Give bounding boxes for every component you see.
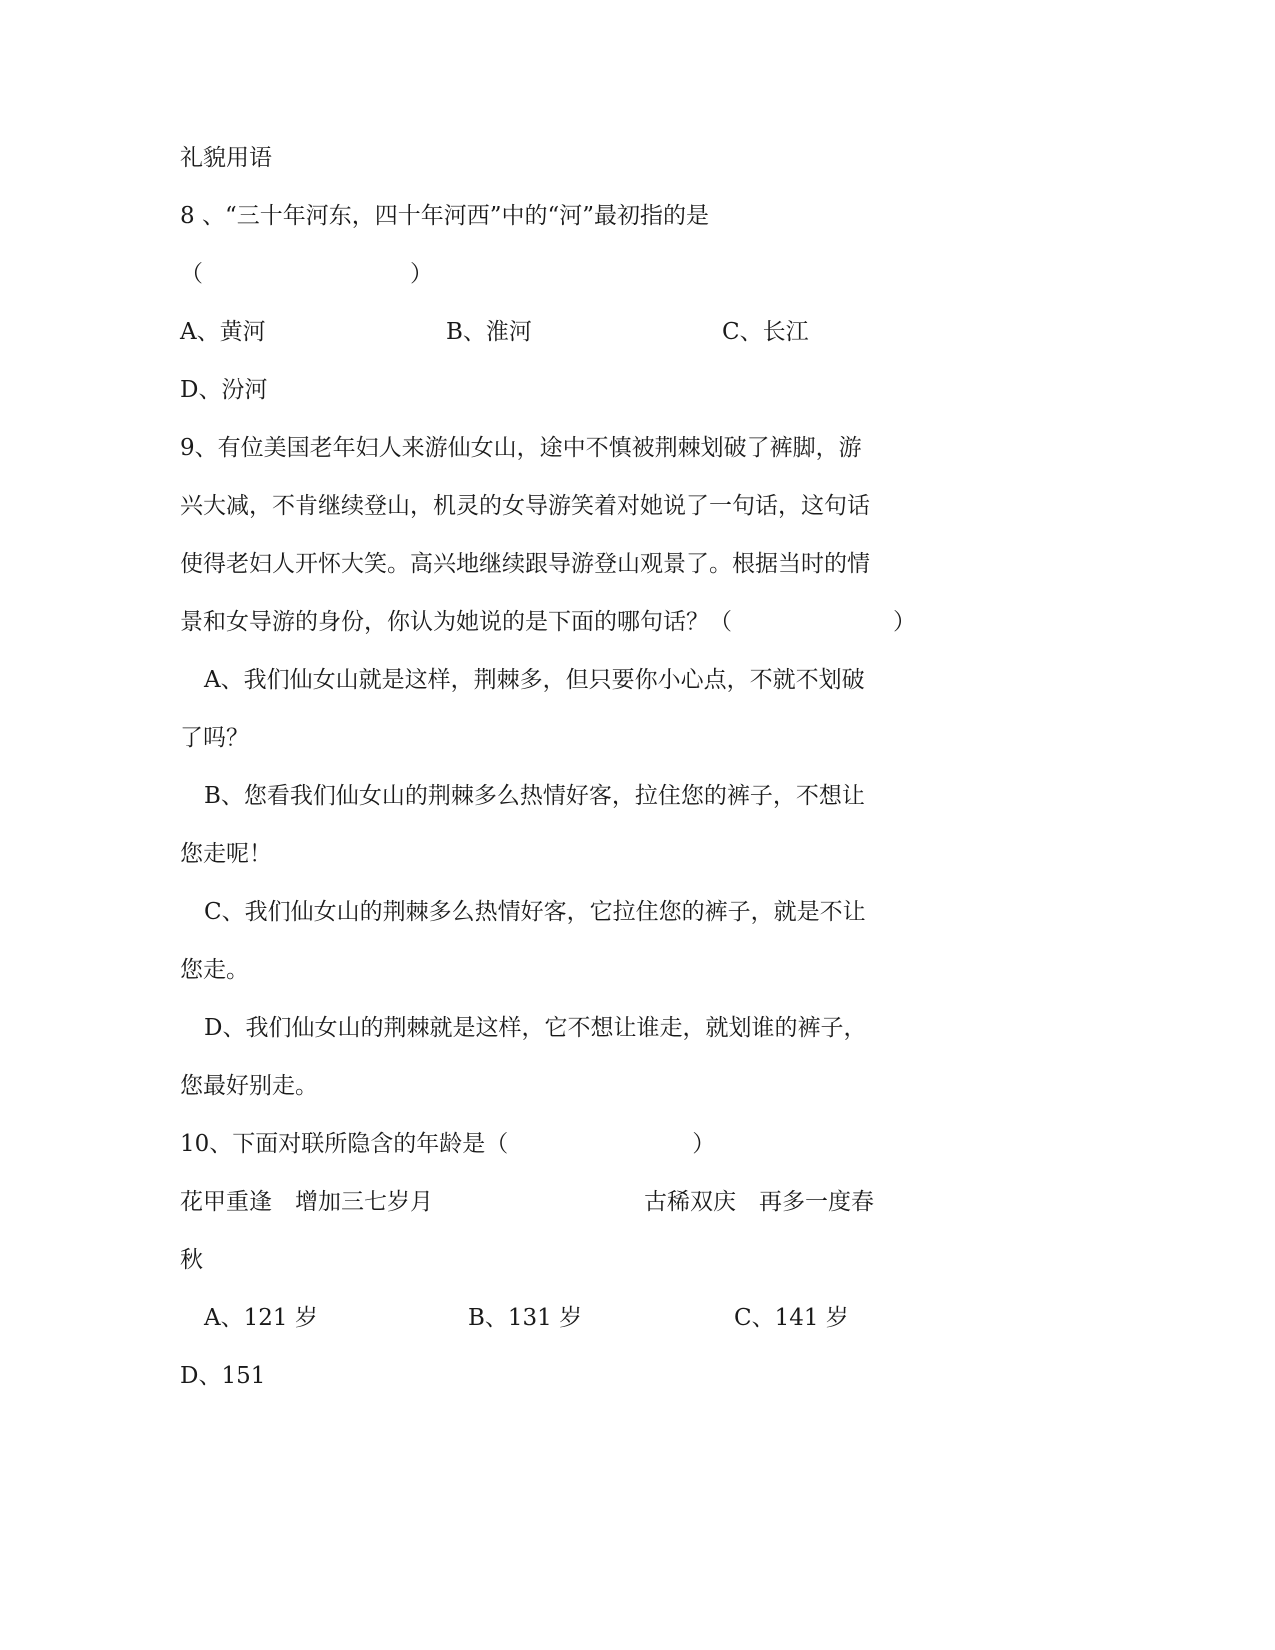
text-line: 礼貌用语 xyxy=(180,145,272,171)
option-d: D、我们仙女山的荆棘就是这样，它不想让谁走，就划谁的裤子， xyxy=(204,1015,867,1041)
couplet-first-line: 花甲重逢 增加三七岁月 xyxy=(180,1189,433,1215)
question-9-stem: 兴大减，不肯继续登山，机灵的女导游笑着对她说了一句话，这句话 xyxy=(180,493,870,519)
answer-blank: （ ） xyxy=(180,261,433,287)
question-9-stem: 景和女导游的身份，你认为她说的是下面的哪句话？（ ） xyxy=(180,609,916,635)
option-a-continued: 了吗？ xyxy=(180,725,249,751)
question-9-stem: 9、有位美国老年妇人来游仙女山，途中不慎被荆棘划破了裤脚，游 xyxy=(180,435,862,461)
option-b: B、131 岁 xyxy=(468,1305,583,1331)
couplet-second-line: 古稀双庆 再多一度春 xyxy=(644,1189,874,1215)
question-9-stem: 使得老妇人开怀大笑。高兴地继续跟导游登山观景了。根据当时的情 xyxy=(180,551,870,577)
option-b: B、淮河 xyxy=(446,319,532,345)
option-a: A、黄河 xyxy=(180,319,266,345)
option-c-continued: 您走。 xyxy=(180,957,249,983)
option-c: C、我们仙女山的荆棘多么热情好客，它拉住您的裤子，就是不让 xyxy=(204,899,866,925)
option-d-continued: 您最好别走。 xyxy=(180,1073,318,1099)
question-8-stem: 8 、“三十年河东，四十年河西”中的“河”最初指的是 xyxy=(180,203,709,229)
option-c: C、141 岁 xyxy=(734,1305,849,1331)
couplet-second-line-continued: 秋 xyxy=(180,1247,203,1273)
option-b-continued: 您走呢！ xyxy=(180,841,272,867)
option-d: D、汾河 xyxy=(180,377,268,403)
option-a: A、我们仙女山就是这样，荆棘多，但只要你小心点，不就不划破 xyxy=(204,667,865,693)
option-b: B、您看我们仙女山的荆棘多么热情好客，拉住您的裤子，不想让 xyxy=(204,783,865,809)
question-10-stem: 10、下面对联所隐含的年龄是（ ） xyxy=(180,1131,716,1157)
option-c: C、长江 xyxy=(722,319,809,345)
option-d: D、151 xyxy=(180,1363,266,1389)
option-a: A、121 岁 xyxy=(204,1305,318,1331)
